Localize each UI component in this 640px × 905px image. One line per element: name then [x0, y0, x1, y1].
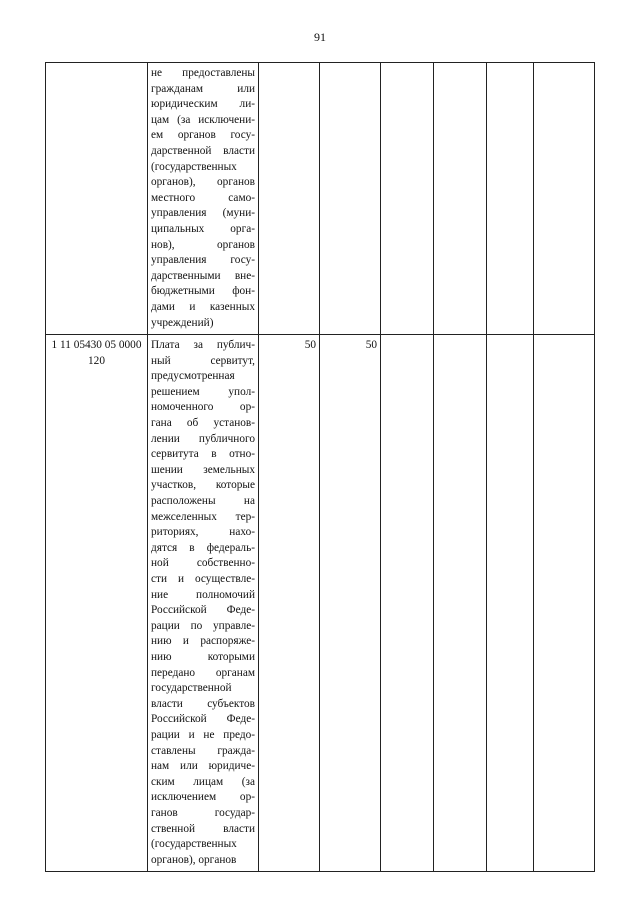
description-line: сти и осуществле- [151, 573, 255, 585]
table-row [46, 63, 595, 335]
description-line: исключением ор- [151, 791, 255, 804]
description-line: ственной власти [151, 822, 255, 835]
description-line: учреждений) [151, 316, 214, 329]
description-cell [148, 63, 259, 335]
description-line: рации по управле- [151, 619, 255, 632]
value-cell-5 [487, 63, 534, 335]
description-line: решением упол- [151, 385, 255, 398]
description-line: ем органов госу- [151, 129, 255, 142]
value-cell-6 [534, 335, 595, 872]
value-cell-4 [434, 335, 487, 872]
description-line: межселенных тер- [151, 510, 255, 523]
description-line: гана об установ- [151, 417, 255, 430]
description-line: дарственными вне- [151, 269, 255, 282]
description-line: нам или юридиче- [151, 760, 255, 773]
description-line: Плата за публич- [151, 339, 255, 352]
description-line: ципальных орга- [151, 222, 255, 235]
budget-code-cell: 1 11 05430 05 0000 120 [46, 335, 148, 872]
description-line: нов), органов [151, 238, 255, 251]
description-line: (государственных [151, 838, 237, 851]
description-line: лении публичного [151, 432, 255, 445]
description-line: ганов государ- [151, 806, 255, 819]
value-cell-4 [434, 63, 487, 335]
description-line: ставлены гражда- [151, 744, 255, 757]
description-line: бюджетными фон- [151, 285, 255, 298]
budget-code-cell [46, 63, 148, 335]
description-line: (государственных [151, 160, 237, 173]
description-line: ским лицам (за [151, 775, 255, 788]
description-line: цам (за исключени- [151, 113, 255, 126]
value-cell-5 [487, 335, 534, 872]
description-line: сервитута в отно- [151, 448, 255, 461]
description-line: органов), органов [151, 853, 237, 866]
value-cell-6 [534, 63, 595, 335]
value-cell-2: 50 [320, 335, 381, 872]
description-line: риториях, нахо- [151, 526, 255, 539]
description-line: управления (муни- [151, 207, 255, 220]
value-cell-1: 50 [259, 335, 320, 872]
description-line: органов), органов [151, 176, 255, 189]
description-line: Российской Феде- [151, 713, 255, 726]
description-line: дами и казенных [151, 300, 255, 313]
description-line: управления госу- [151, 254, 255, 267]
description-line: гражданам или [151, 82, 255, 95]
description-line: расположены на [151, 495, 255, 508]
description-line: номоченного ор- [151, 401, 255, 414]
description-line: дарственной власти [151, 144, 255, 157]
description-line: нию и распоряже- [151, 635, 255, 648]
description-line: Российской Феде- [151, 604, 255, 617]
value-cell-1 [259, 63, 320, 335]
value-cell-3 [381, 63, 434, 335]
description-line: передано органам [151, 666, 255, 679]
description-line: предусмотренная [151, 370, 235, 383]
value-cell-3 [381, 335, 434, 872]
value-cell-2 [320, 63, 381, 335]
description-line: нию которыми [151, 650, 255, 663]
description-line: юридическим ли- [151, 98, 255, 111]
description-line: власти субъектов [151, 697, 255, 710]
description-line: дятся в федераль- [151, 541, 255, 554]
description-line: шении земельных [151, 463, 255, 476]
description-line: рации и не предо- [151, 728, 255, 741]
budget-table [45, 62, 595, 872]
description-line: местного само- [151, 191, 255, 204]
description-line: ный сервитут, [151, 354, 255, 367]
description-line: участков, которые [151, 479, 255, 492]
description-cell [148, 335, 259, 872]
description-line: не предоставлены [151, 67, 255, 79]
description-line: государственной [151, 682, 232, 695]
description-line: ной собственно- [151, 557, 255, 570]
description-line: ние полномочий [151, 588, 255, 601]
page-number: 91 [314, 30, 326, 44]
table-row [46, 335, 595, 872]
